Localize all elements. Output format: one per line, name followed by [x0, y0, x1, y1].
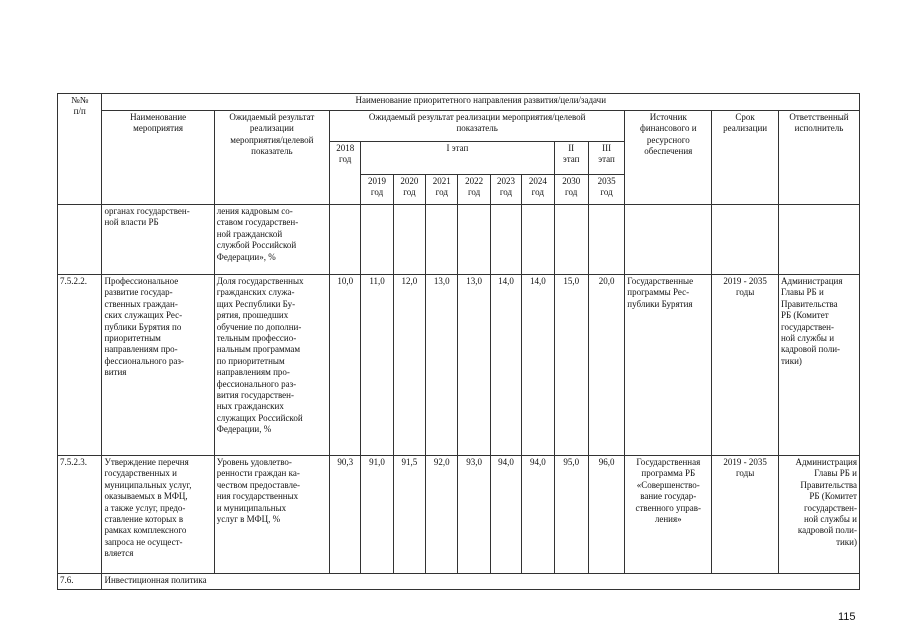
cell-value [588, 205, 624, 275]
cell-value: 11,0 [361, 275, 393, 456]
page-number: 115 [838, 611, 856, 623]
cell-value: 92,0 [426, 456, 458, 574]
cell-source: Государственная программа РБ «Совершенство- вание государ- ственного управ- ления» [625, 456, 712, 574]
header-year: 2020 год [393, 175, 425, 205]
cell-num [58, 205, 102, 275]
header-year: 2022 год [458, 175, 490, 205]
cell-result: Уровень удовлетво- ренности граждан ка- чеством предоставле- ния государственных и муниципальных услуг в МФЦ, % [214, 456, 329, 574]
section-row [58, 574, 860, 590]
header-stage-3: III этап [588, 142, 624, 175]
table-row-continuation [58, 205, 860, 275]
cell-value [458, 205, 490, 275]
header-stage-1: I этап [361, 142, 554, 175]
cell-responsible: Администрация Главы РБ и Правительства РБ (Комитет государствен- ной службы и кадровой поли- тики) [778, 456, 859, 574]
header-stage-2: II этап [554, 142, 588, 175]
cell-name: Профессиональное развитие государ- ственных граждан- ских служащих Рес- публики Бурятия по приоритетным направлениям про- фессионального раз- вития [102, 275, 214, 456]
header-num: №№ п/п [58, 94, 102, 205]
header-year-2018: 2018 год [330, 142, 361, 205]
header-year: 2021 год [426, 175, 458, 205]
cell-value: 91,0 [361, 456, 393, 574]
cell-value: 14,0 [490, 275, 521, 456]
header-col-name: Наименование мероприятия [102, 111, 214, 205]
cell-value [490, 205, 521, 275]
cell-period: 2019 - 2035 годы [712, 275, 779, 456]
cell-name: Утверждение перечня государственных и муниципальных услуг, оказываемых в МФЦ, а также услуг, предо- ставление которых в рамках комплексного запроса не осущест- вляется [102, 456, 214, 574]
table-row [58, 275, 860, 456]
cell-value [330, 205, 361, 275]
cell-name: органах государствен- ной власти РБ [102, 205, 214, 275]
header-year: 2035 год [588, 175, 624, 205]
cell-value: 20,0 [588, 275, 624, 456]
cell-value: 13,0 [458, 275, 490, 456]
cell-value: 94,0 [522, 456, 554, 574]
cell-value: 13,0 [426, 275, 458, 456]
cell-value [522, 205, 554, 275]
header-row-2 [58, 111, 860, 142]
cell-value: 12,0 [393, 275, 425, 456]
cell-value: 95,0 [554, 456, 588, 574]
cell-value: 93,0 [458, 456, 490, 574]
header-col-source: Источник финансового и ресурсного обеспечения [625, 111, 712, 205]
header-col-expected: Ожидаемый результат реализации мероприятия/целевой показатель [330, 111, 625, 142]
cell-responsible: Администрация Главы РБ и Правительства РБ (Комитет государствен- ной службы и кадровой поли- тики) [778, 275, 859, 456]
action-plan-table [57, 93, 860, 590]
cell-num: 7.5.2.3. [58, 456, 102, 574]
cell-value [393, 205, 425, 275]
header-year: 2030 год [554, 175, 588, 205]
cell-value: 94,0 [490, 456, 521, 574]
cell-period [712, 205, 779, 275]
cell-period: 2019 - 2035 годы [712, 456, 779, 574]
cell-result: ления кадровым со- ставом государствен- ной гражданской службой Российской Федерации», % [214, 205, 329, 275]
cell-value: 15,0 [554, 275, 588, 456]
section-title: Инвестиционная политика [102, 574, 860, 590]
cell-source: Государственные программы Рес- публики Бурятия [625, 275, 712, 456]
header-year: 2024 год [522, 175, 554, 205]
cell-responsible [778, 205, 859, 275]
cell-value [554, 205, 588, 275]
header-row-1 [58, 94, 860, 111]
header-year: 2019 год [361, 175, 393, 205]
cell-num: 7.5.2.2. [58, 275, 102, 456]
header-main-title: Наименование приоритетного направления развития/цели/задачи [102, 94, 860, 111]
section-num: 7.6. [58, 574, 102, 590]
cell-value [426, 205, 458, 275]
cell-value: 10,0 [330, 275, 361, 456]
cell-result: Доля государственных гражданских служа- щих Республики Бу- рятия, прошедших обучение по дополни- тельным профессио- нальным программам по приоритетным направлениям про- фессионального раз- вития государствен- ных гражданских служащих Российской Федерации, % [214, 275, 329, 456]
cell-value: 90,3 [330, 456, 361, 574]
header-col-period: Срок реализации [712, 111, 779, 205]
cell-source [625, 205, 712, 275]
cell-value: 91,5 [393, 456, 425, 574]
table-row [58, 456, 860, 574]
header-col-responsible: Ответственный исполнитель [778, 111, 859, 205]
header-year: 2023 год [490, 175, 521, 205]
cell-value [361, 205, 393, 275]
cell-value: 96,0 [588, 456, 624, 574]
cell-value: 14,0 [522, 275, 554, 456]
header-col-result: Ожидаемый результат реализации мероприятия/целевой показатель [214, 111, 329, 205]
